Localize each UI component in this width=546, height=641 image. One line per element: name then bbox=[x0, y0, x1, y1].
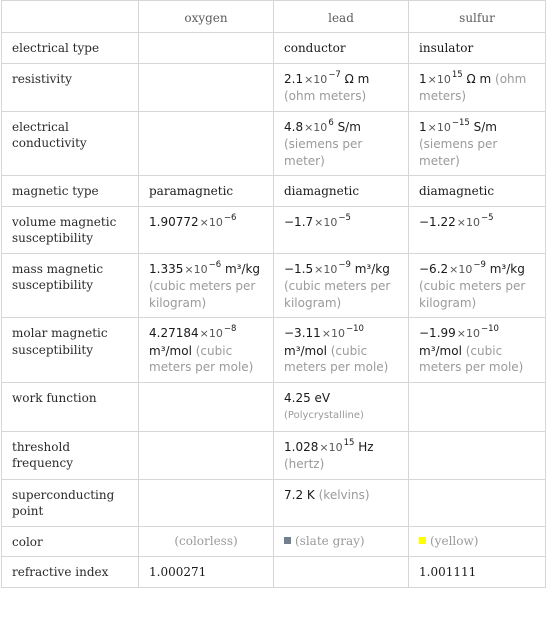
cell-text: diamagnetic bbox=[284, 184, 360, 198]
cell-magnetic-type-oxygen bbox=[139, 176, 274, 207]
times-symbol: ×10 bbox=[321, 327, 345, 340]
value-mantissa: 1.028 bbox=[284, 439, 319, 454]
column-header-oxygen: oxygen bbox=[139, 1, 274, 33]
value-mantissa: 4.27184 bbox=[149, 326, 199, 340]
cell-molar-magnetic-susceptibility-oxygen bbox=[139, 318, 274, 383]
cell-threshold-frequency-sulfur bbox=[409, 431, 546, 479]
corner-cell bbox=[2, 1, 139, 33]
value-exponent: −15 bbox=[451, 117, 470, 128]
value-unit: m³/mol bbox=[149, 343, 192, 358]
cell-mass-magnetic-susceptibility-oxygen bbox=[139, 253, 274, 318]
unit-description: (cubic meters per kilogram) bbox=[149, 279, 256, 310]
value-mantissa: 1 bbox=[419, 71, 427, 86]
value-exponent: −6 bbox=[223, 212, 237, 223]
cell-molar-magnetic-susceptibility-sulfur bbox=[409, 318, 546, 383]
value-unit: K bbox=[306, 487, 315, 502]
cell-text: insulator bbox=[419, 41, 474, 55]
row-label: electrical type bbox=[2, 33, 139, 64]
table-row-electrical-conductivity bbox=[2, 111, 546, 176]
row-label: threshold frequency bbox=[2, 431, 139, 479]
value-unit: Hz bbox=[358, 439, 374, 454]
times-symbol: ×10 bbox=[319, 440, 343, 454]
column-header-sulfur: sulfur bbox=[409, 1, 546, 33]
times-symbol: ×10 bbox=[304, 72, 328, 86]
unit-description: (ohm meters) bbox=[419, 71, 527, 103]
value-mantissa: −1.7 bbox=[284, 214, 314, 229]
cell-refractive-index-sulfur bbox=[409, 557, 546, 588]
header-row bbox=[2, 1, 546, 33]
cell-resistivity-oxygen bbox=[139, 63, 274, 111]
cell-magnetic-type-lead bbox=[274, 176, 409, 207]
times-symbol: ×10 bbox=[184, 262, 208, 276]
value-exponent: −10 bbox=[481, 324, 499, 334]
cell-electrical-conductivity-lead bbox=[274, 111, 409, 176]
cell-text: conductor bbox=[284, 41, 346, 55]
table-row-threshold-frequency bbox=[2, 431, 546, 479]
value-exponent: −5 bbox=[338, 212, 351, 223]
cell-color-lead bbox=[274, 526, 409, 557]
value-unit: m³/kg bbox=[224, 261, 261, 276]
value-unit: Ω m bbox=[344, 71, 370, 86]
cell-mass-magnetic-susceptibility-lead bbox=[274, 253, 409, 318]
value-exponent: 15 bbox=[451, 69, 463, 80]
color-name: (yellow) bbox=[430, 533, 479, 548]
cell-volume-magnetic-susceptibility-sulfur bbox=[409, 206, 546, 253]
row-label: superconducting point bbox=[2, 479, 139, 526]
value-unit: Ω m bbox=[466, 71, 492, 86]
value-exponent: −9 bbox=[338, 259, 351, 270]
table-row-superconducting-point bbox=[2, 479, 546, 526]
unit-description: (hertz) bbox=[284, 457, 325, 471]
row-label: molar magnetic susceptibility bbox=[2, 318, 139, 383]
cell-text: 1.001111 bbox=[419, 565, 477, 579]
row-label: work function bbox=[2, 382, 139, 431]
table-body bbox=[2, 33, 546, 588]
table-row-molar-magnetic-susceptibility bbox=[2, 318, 546, 383]
cell-resistivity-lead bbox=[274, 63, 409, 111]
cell-threshold-frequency-oxygen bbox=[139, 431, 274, 479]
value-exponent: 15 bbox=[343, 437, 355, 448]
cell-superconducting-point-oxygen bbox=[139, 479, 274, 526]
cell-refractive-index-lead bbox=[274, 557, 409, 588]
value-mantissa: 2.1 bbox=[284, 71, 304, 86]
cell-threshold-frequency-lead bbox=[274, 431, 409, 479]
value-exponent: −5 bbox=[481, 212, 494, 223]
times-symbol: ×10 bbox=[456, 327, 480, 340]
times-symbol: ×10 bbox=[199, 327, 223, 340]
cell-work-function-sulfur bbox=[409, 382, 546, 431]
cell-superconducting-point-sulfur bbox=[409, 479, 546, 526]
value-mantissa: −6.2 bbox=[419, 261, 449, 276]
cell-resistivity-sulfur bbox=[409, 63, 546, 111]
row-label: volume magnetic susceptibility bbox=[2, 206, 139, 253]
times-symbol: ×10 bbox=[314, 215, 338, 229]
color-name: (slate gray) bbox=[295, 533, 365, 548]
value-mantissa: −1.99 bbox=[419, 326, 456, 340]
value-unit: m³/kg bbox=[354, 261, 390, 276]
cell-text: diamagnetic bbox=[419, 184, 495, 198]
cell-work-function-oxygen bbox=[139, 382, 274, 431]
table-row-mass-magnetic-susceptibility bbox=[2, 253, 546, 318]
cell-color-sulfur bbox=[409, 526, 546, 557]
table-row-color bbox=[2, 526, 546, 557]
cell-electrical-conductivity-oxygen bbox=[139, 111, 274, 176]
value-exponent: 6 bbox=[328, 117, 334, 128]
unit-description: (kelvins) bbox=[318, 487, 370, 502]
color-swatch-icon bbox=[419, 537, 426, 544]
value-exponent: −7 bbox=[328, 69, 341, 80]
row-label: resistivity bbox=[2, 63, 139, 111]
properties-table bbox=[1, 0, 546, 588]
table-row-work-function bbox=[2, 382, 546, 431]
color-name: (colorless) bbox=[174, 533, 238, 548]
cell-superconducting-point-lead bbox=[274, 479, 409, 526]
value-mantissa: 1.335 bbox=[149, 261, 184, 276]
table-row-magnetic-type bbox=[2, 176, 546, 207]
value-unit: m³/mol bbox=[284, 343, 327, 358]
unit-description: (cubic meters per kilogram) bbox=[284, 279, 391, 310]
unit-description: (cubic meters per mole) bbox=[419, 343, 524, 374]
cell-magnetic-type-sulfur bbox=[409, 176, 546, 207]
unit-description: (cubic meters per mole) bbox=[284, 343, 389, 374]
times-symbol: ×10 bbox=[314, 262, 338, 276]
times-symbol: ×10 bbox=[449, 262, 473, 276]
unit-description: (ohm meters) bbox=[284, 89, 367, 103]
value-mantissa: −1.22 bbox=[419, 214, 456, 229]
table-row-refractive-index bbox=[2, 557, 546, 588]
table-row-volume-magnetic-susceptibility bbox=[2, 206, 546, 253]
unit-description: (cubic meters per mole) bbox=[149, 343, 254, 374]
cell-volume-magnetic-susceptibility-oxygen bbox=[139, 206, 274, 253]
table-row-resistivity bbox=[2, 63, 546, 111]
cell-text: paramagnetic bbox=[149, 184, 234, 198]
unit-description: (cubic meters per kilogram) bbox=[419, 279, 526, 310]
value-mantissa: −1.5 bbox=[284, 261, 314, 276]
table-row-electrical-type bbox=[2, 33, 546, 64]
value-unit: m³/kg bbox=[489, 261, 525, 276]
row-label: refractive index bbox=[2, 557, 139, 588]
cell-color-oxygen bbox=[139, 526, 274, 557]
value-qualifier: (Polycrystalline) bbox=[284, 410, 364, 421]
cell-volume-magnetic-susceptibility-lead bbox=[274, 206, 409, 253]
times-symbol: ×10 bbox=[456, 215, 480, 229]
value-exponent: −6 bbox=[208, 259, 222, 270]
color-swatch-icon bbox=[284, 537, 291, 544]
times-symbol: ×10 bbox=[304, 120, 328, 134]
value-mantissa: 1.90772 bbox=[149, 214, 199, 229]
value-unit: eV bbox=[314, 390, 331, 405]
times-symbol: ×10 bbox=[199, 215, 223, 229]
unit-description: (siemens per meter) bbox=[419, 137, 498, 168]
cell-refractive-index-oxygen bbox=[139, 557, 274, 588]
unit-description: (siemens per meter) bbox=[284, 137, 363, 168]
row-label: mass magnetic susceptibility bbox=[2, 253, 139, 318]
cell-work-function-lead bbox=[274, 382, 409, 431]
times-symbol: ×10 bbox=[427, 120, 451, 134]
cell-electrical-type-lead bbox=[274, 33, 409, 64]
cell-molar-magnetic-susceptibility-lead bbox=[274, 318, 409, 383]
value-exponent: −9 bbox=[473, 259, 486, 270]
value-mantissa: 4.8 bbox=[284, 119, 304, 134]
value-unit: S/m bbox=[473, 119, 497, 134]
value-mantissa: −3.11 bbox=[284, 326, 321, 340]
row-label: magnetic type bbox=[2, 176, 139, 207]
cell-electrical-type-sulfur bbox=[409, 33, 546, 64]
value-number: 7.2 bbox=[284, 487, 304, 502]
row-label: electrical conductivity bbox=[2, 111, 139, 176]
value-mantissa: 1 bbox=[419, 119, 427, 134]
value-exponent: −8 bbox=[223, 324, 237, 334]
value-number: 4.25 bbox=[284, 390, 311, 405]
times-symbol: ×10 bbox=[427, 72, 451, 86]
row-label: color bbox=[2, 526, 139, 557]
cell-text: 1.000271 bbox=[149, 565, 207, 579]
value-unit: m³/mol bbox=[419, 343, 462, 358]
column-header-lead: lead bbox=[274, 1, 409, 33]
value-exponent: −10 bbox=[346, 324, 364, 334]
cell-electrical-type-oxygen bbox=[139, 33, 274, 64]
value-unit: S/m bbox=[337, 119, 361, 134]
cell-electrical-conductivity-sulfur bbox=[409, 111, 546, 176]
cell-mass-magnetic-susceptibility-sulfur bbox=[409, 253, 546, 318]
